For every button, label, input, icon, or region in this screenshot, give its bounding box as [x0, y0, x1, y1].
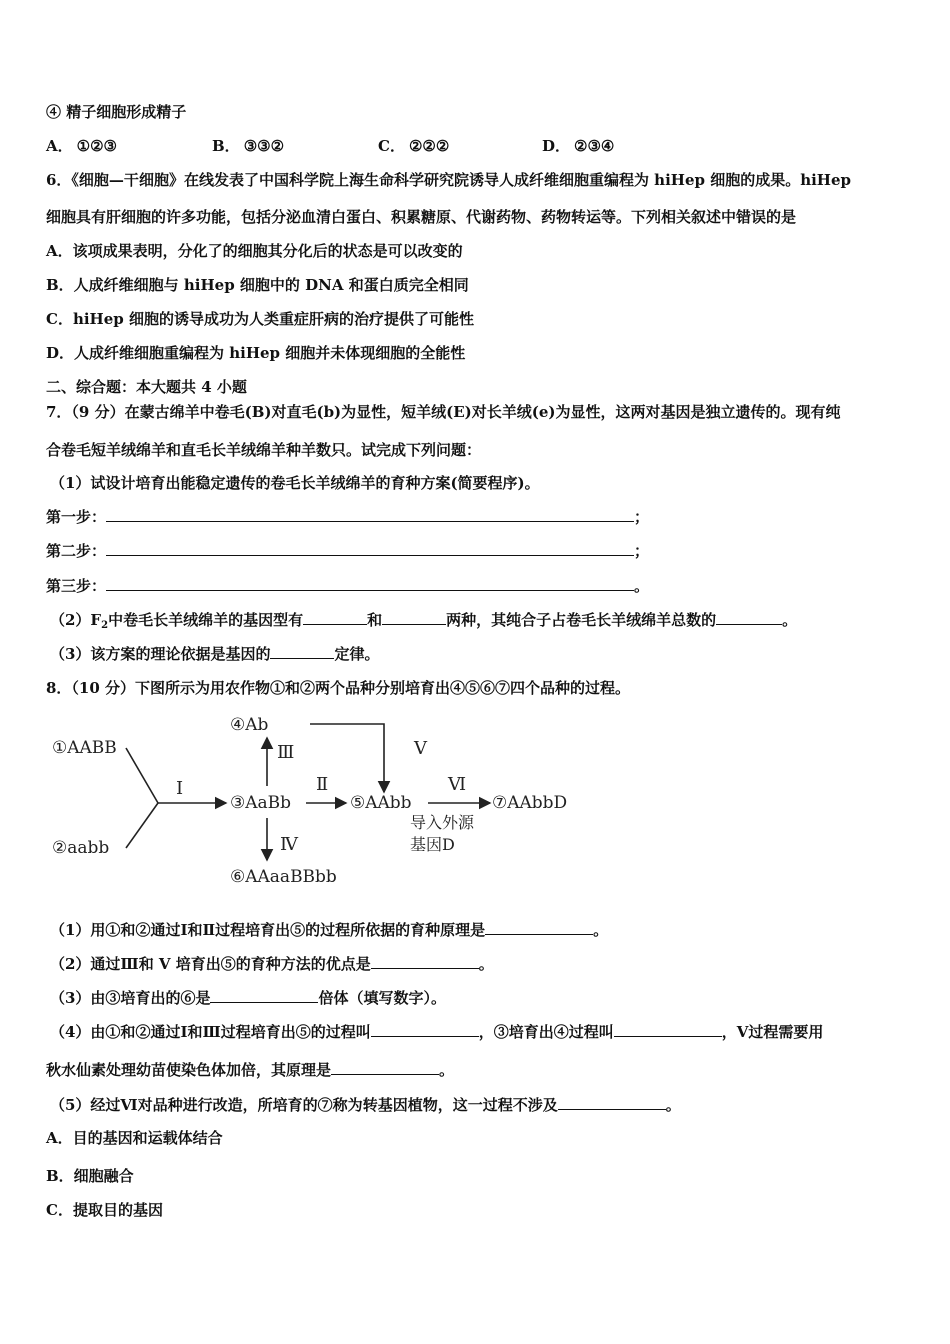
q8-part-5-blank[interactable]	[558, 1095, 666, 1110]
node-2: ②aabb	[52, 838, 110, 858]
q8-part-4-line-2	[46, 1060, 454, 1080]
q6-option-a: A．该项成果表明，分化了的细胞其分化后的状态是可以改变的	[46, 242, 463, 260]
line-n1-junction	[126, 748, 158, 803]
q8-part-4-blank-2[interactable]	[614, 1022, 722, 1037]
q8-part-2-end: 。	[478, 955, 494, 973]
q8-part-3-end: 倍体（填写数字）。	[318, 989, 446, 1007]
q7-step-3-blank[interactable]	[106, 576, 634, 591]
q8-option-b: B．细胞融合	[46, 1167, 134, 1185]
label-process-5: Ⅴ	[414, 738, 427, 759]
q5-option-c: C． ②②②	[378, 137, 450, 155]
node-1: ①AABB	[52, 738, 117, 758]
q8-part-4	[50, 1022, 823, 1042]
q6-option-d: D．人成纤维细胞重编程为 hiHep 细胞并未体现细胞的全能性	[46, 344, 466, 362]
q7-step-2	[46, 541, 649, 561]
q7-part-2-blank-3[interactable]	[716, 610, 782, 625]
q7-part-2-blank-1[interactable]	[303, 610, 367, 625]
q6-option-b: B．人成纤维细胞与 hiHep 细胞中的 DNA 和蛋白质完全相同	[46, 276, 469, 294]
q6-stem-line-2: 细胞具有肝细胞的许多功能，包括分泌血清白蛋白、积累糖原、代谢药物、药物转运等。下列相关叙述中错误的是	[46, 208, 797, 226]
q8-part-3	[50, 988, 446, 1008]
q5-option-a: A． ①②③	[46, 137, 117, 155]
q8-part-4-text-3: ，Ⅴ过程需要用	[721, 1023, 824, 1041]
note-gene-d: 基因D	[410, 835, 455, 854]
label-process-6: Ⅵ	[448, 774, 467, 795]
q8-part-4-blank-1[interactable]	[371, 1022, 479, 1037]
q8-part-2	[50, 954, 494, 974]
q7-step-1	[46, 507, 649, 527]
q7-stem-line-1: 7．（9 分）在蒙古绵羊中卷毛(B)对直毛(b)为显性，短羊绒(E)对长羊绒(e)为显性，这两对基因是独立遗传的。现有纯	[46, 403, 841, 421]
q8-part-4-text-2: ，③培育出④过程叫	[478, 1023, 614, 1041]
q7-step-1-end: ；	[634, 508, 650, 526]
q8-part-3-blank[interactable]	[210, 988, 318, 1003]
q7-part-2-and: 和	[367, 611, 383, 629]
q8-part-1-text: （1）用①和②通过Ⅰ和Ⅱ过程培育出⑤的过程所依据的育种原理是	[50, 921, 486, 939]
q8-option-c: C．提取目的基因	[46, 1201, 163, 1219]
q7-step-1-blank[interactable]	[106, 507, 634, 522]
q7-part-2-end: 。	[782, 611, 798, 629]
q7-step-2-end: ；	[634, 542, 650, 560]
q7-part-3	[50, 644, 379, 664]
label-process-4: Ⅳ	[280, 834, 298, 855]
q7-step-3	[46, 576, 649, 596]
q7-step-2-label: 第二步：	[46, 542, 107, 560]
q7-stem-line-2: 合卷毛短羊绒绵羊和直毛长羊绒绵羊种羊数只。试完成下列问题：	[46, 441, 482, 459]
q7-part-2-prefix: （2）F	[50, 611, 102, 629]
q7-part-2-subscript: 2	[101, 620, 109, 631]
breeding-diagram	[40, 708, 600, 898]
q8-part-1-blank[interactable]	[485, 920, 593, 935]
q8-part-5-text: （5）经过Ⅵ对品种进行改造，所培育的⑦称为转基因植物，这一过程不涉及	[50, 1096, 558, 1114]
q5-item-4: ④ 精子细胞形成精子	[46, 103, 187, 121]
section-heading: 二、综合题：本大题共 4 小题	[46, 378, 247, 396]
q8-option-a: A．目的基因和运载体结合	[46, 1129, 223, 1147]
q7-part-2-blank-2[interactable]	[382, 610, 446, 625]
q7-step-1-label: 第一步：	[46, 508, 107, 526]
q6-option-c: C．hiHep 细胞的诱导成功为人类重症肝病的治疗提供了可能性	[46, 310, 474, 328]
q7-part-3-end: 定律。	[334, 645, 380, 663]
q8-part-2-text: （2）通过Ⅲ和 V 培育出⑤的育种方法的优点是	[50, 955, 371, 973]
node-4: ④Ab	[230, 715, 269, 735]
node-3: ③AaBb	[230, 793, 292, 813]
node-5: ⑤AAbb	[350, 793, 412, 813]
q8-part-4-text: （4）由①和②通过Ⅰ和Ⅲ过程培育出⑤的过程叫	[50, 1023, 371, 1041]
q7-part-2	[50, 610, 797, 636]
q7-step-2-blank[interactable]	[106, 541, 634, 556]
q8-part-4-line-2-text: 秋水仙素处理幼苗使染色体加倍，其原理是	[46, 1061, 332, 1079]
q8-part-5	[50, 1095, 681, 1115]
q6-stem-line-1: 6．《细胞—干细胞》在线发表了中国科学院上海生命科学研究院诱导人成纤维细胞重编程为 hiHep 细胞的成果。hiHep	[46, 171, 852, 189]
q5-option-d: D． ②③④	[542, 137, 615, 155]
q8-part-4-line-2-end: 。	[439, 1061, 455, 1079]
q7-part-3-text: （3）该方案的理论依据是基因的	[50, 645, 271, 663]
q8-part-1	[50, 920, 608, 940]
q7-part-1: （1）试设计培育出能稳定遗传的卷毛长羊绒绵羊的育种方案(简要程序)。	[50, 474, 540, 492]
q8-part-3-text: （3）由③培育出的⑥是	[50, 989, 211, 1007]
q7-part-3-blank[interactable]	[270, 644, 334, 659]
q7-part-2-text-2: 两种，其纯合子占卷毛长羊绒绵羊总数的	[446, 611, 717, 629]
label-process-1: Ⅰ	[176, 778, 184, 799]
q7-step-3-end: 。	[634, 577, 650, 595]
q8-part-2-blank[interactable]	[371, 954, 479, 969]
note-import-gene: 导入外源	[410, 813, 475, 832]
label-process-2: Ⅱ	[316, 774, 329, 795]
q8-part-1-end: 。	[593, 921, 609, 939]
node-7: ⑦AAbbD	[492, 793, 568, 813]
q7-step-3-label: 第三步：	[46, 577, 107, 595]
q5-option-b: B． ③③②	[212, 137, 285, 155]
q8-part-5-end: 。	[665, 1096, 681, 1114]
label-process-3: Ⅲ	[277, 742, 295, 763]
q7-part-2-text: 中卷毛长羊绒绵羊的基因型有	[108, 611, 304, 629]
line-n2-junction	[126, 803, 158, 848]
node-6: ⑥AAaaBBbb	[230, 867, 337, 887]
q8-part-4-blank-3[interactable]	[331, 1060, 439, 1075]
q8-stem: 8．（10 分）下图所示为用农作物①和②两个品种分别培育出④⑤⑥⑦四个品种的过程。	[46, 679, 631, 697]
